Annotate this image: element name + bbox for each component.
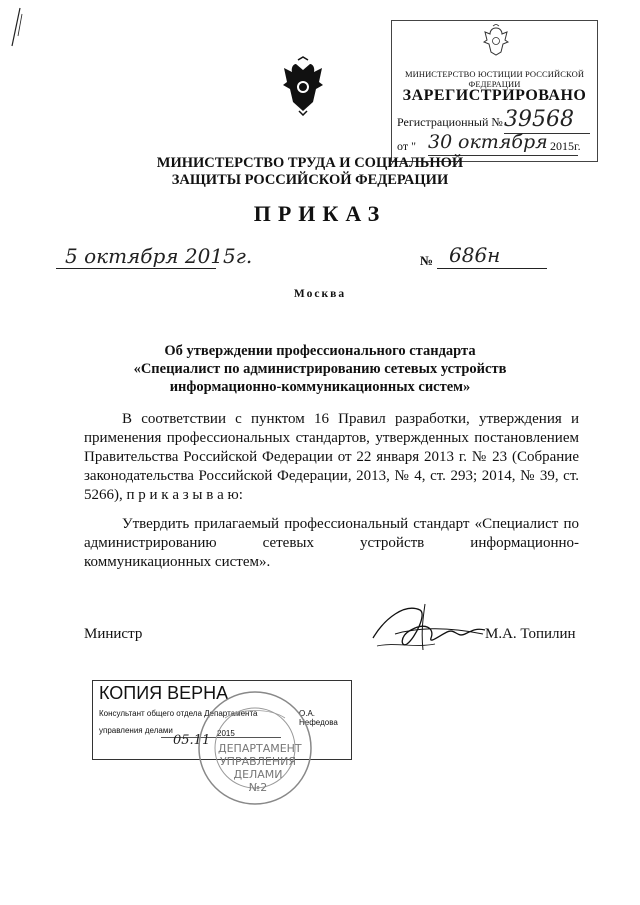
number-sign: №	[420, 253, 434, 268]
seal-line-4: №2	[248, 781, 268, 794]
stamp-number-label: Регистрационный №	[397, 115, 503, 129]
coat-of-arms-icon	[281, 56, 325, 116]
heading-line-3: информационно-коммуникационных систем»	[169, 379, 471, 395]
paragraph-decision	[84, 515, 579, 572]
copy-stamp-title: КОПИЯ ВЕРНА	[99, 683, 229, 703]
seal-line-3: ДЕЛАМИ	[233, 768, 283, 781]
copy-stamp-department: управления делами	[99, 726, 173, 735]
eagle-emblem-icon	[481, 24, 511, 58]
order-date: 5 октября 2015г.	[65, 244, 253, 268]
stamp-date-label: от "	[397, 139, 416, 153]
copy-stamp-date: 05.11	[173, 733, 211, 748]
corner-pen-mark	[6, 6, 26, 48]
heading-line-2: «Специалист по администрированию сетевых устройств	[133, 361, 507, 377]
stamp-registration-number: 39568	[504, 107, 574, 132]
document-heading	[90, 342, 550, 396]
city-label: Москва	[293, 288, 347, 300]
minister-name: М.А. Топилин	[485, 626, 576, 642]
heading-line-1: Об утверждении профессионального стандарта	[164, 343, 476, 359]
ministry-title: МИНИСТЕРСТВО ТРУДА И СОЦИАЛЬНОЙ ЗАЩИТЫ РОССИЙСКОЙ ФЕДЕРАЦИИ	[156, 155, 464, 188]
order-number: 686н	[449, 243, 501, 267]
copy-stamp-name: О.А. Нефедова	[299, 709, 338, 727]
stamp-date-month: октября	[458, 131, 548, 153]
handwritten-signature	[365, 598, 495, 658]
seal-line-2: УПРАВЛЕНИЯ	[219, 755, 297, 768]
order-number-underline	[437, 268, 547, 269]
order-date-underline	[56, 268, 216, 269]
paragraph-basis	[84, 410, 579, 505]
order-title: ПРИКАЗ	[253, 201, 387, 226]
stamp-date-day: 30	[428, 131, 453, 153]
seal-line-1: ДЕПАРТАМЕНТ	[218, 742, 302, 755]
stamp-registered-label: ЗАРЕГИСТРИРОВАНО	[402, 87, 587, 104]
copy-stamp-position: Консультант общего отдела Департамента	[99, 709, 258, 718]
minister-position: Министр	[84, 626, 143, 642]
copy-stamp-year: 2015	[217, 729, 235, 738]
registration-stamp	[391, 20, 598, 162]
stamp-date-year: 2015г.	[550, 139, 581, 153]
seal-text	[218, 742, 302, 794]
paragraph-basis-text: В соответствии с пунктом 16 Правил разработки, утверждения и применения профессиональных стандартов, утвержденных постановлением Правительства Российской Федерации от 22 января 2013 г. № 23 (Собрание законодательства Российской Федерации, 2013, № 4, ст. 293; 2014, № 39, ст. 5266), п р и к а з ы в а ю:	[84, 411, 579, 503]
stamp-ministry-name: МИНИСТЕРСТВО ЮСТИЦИИ РОССИЙСКОЙ ФЕДЕРАЦИИ	[404, 69, 585, 89]
paragraph-decision-text: Утвердить прилагаемый профессиональный стандарт «Специалист по администрированию сетевых устройств информационно-коммуникационных систем».	[84, 516, 579, 570]
